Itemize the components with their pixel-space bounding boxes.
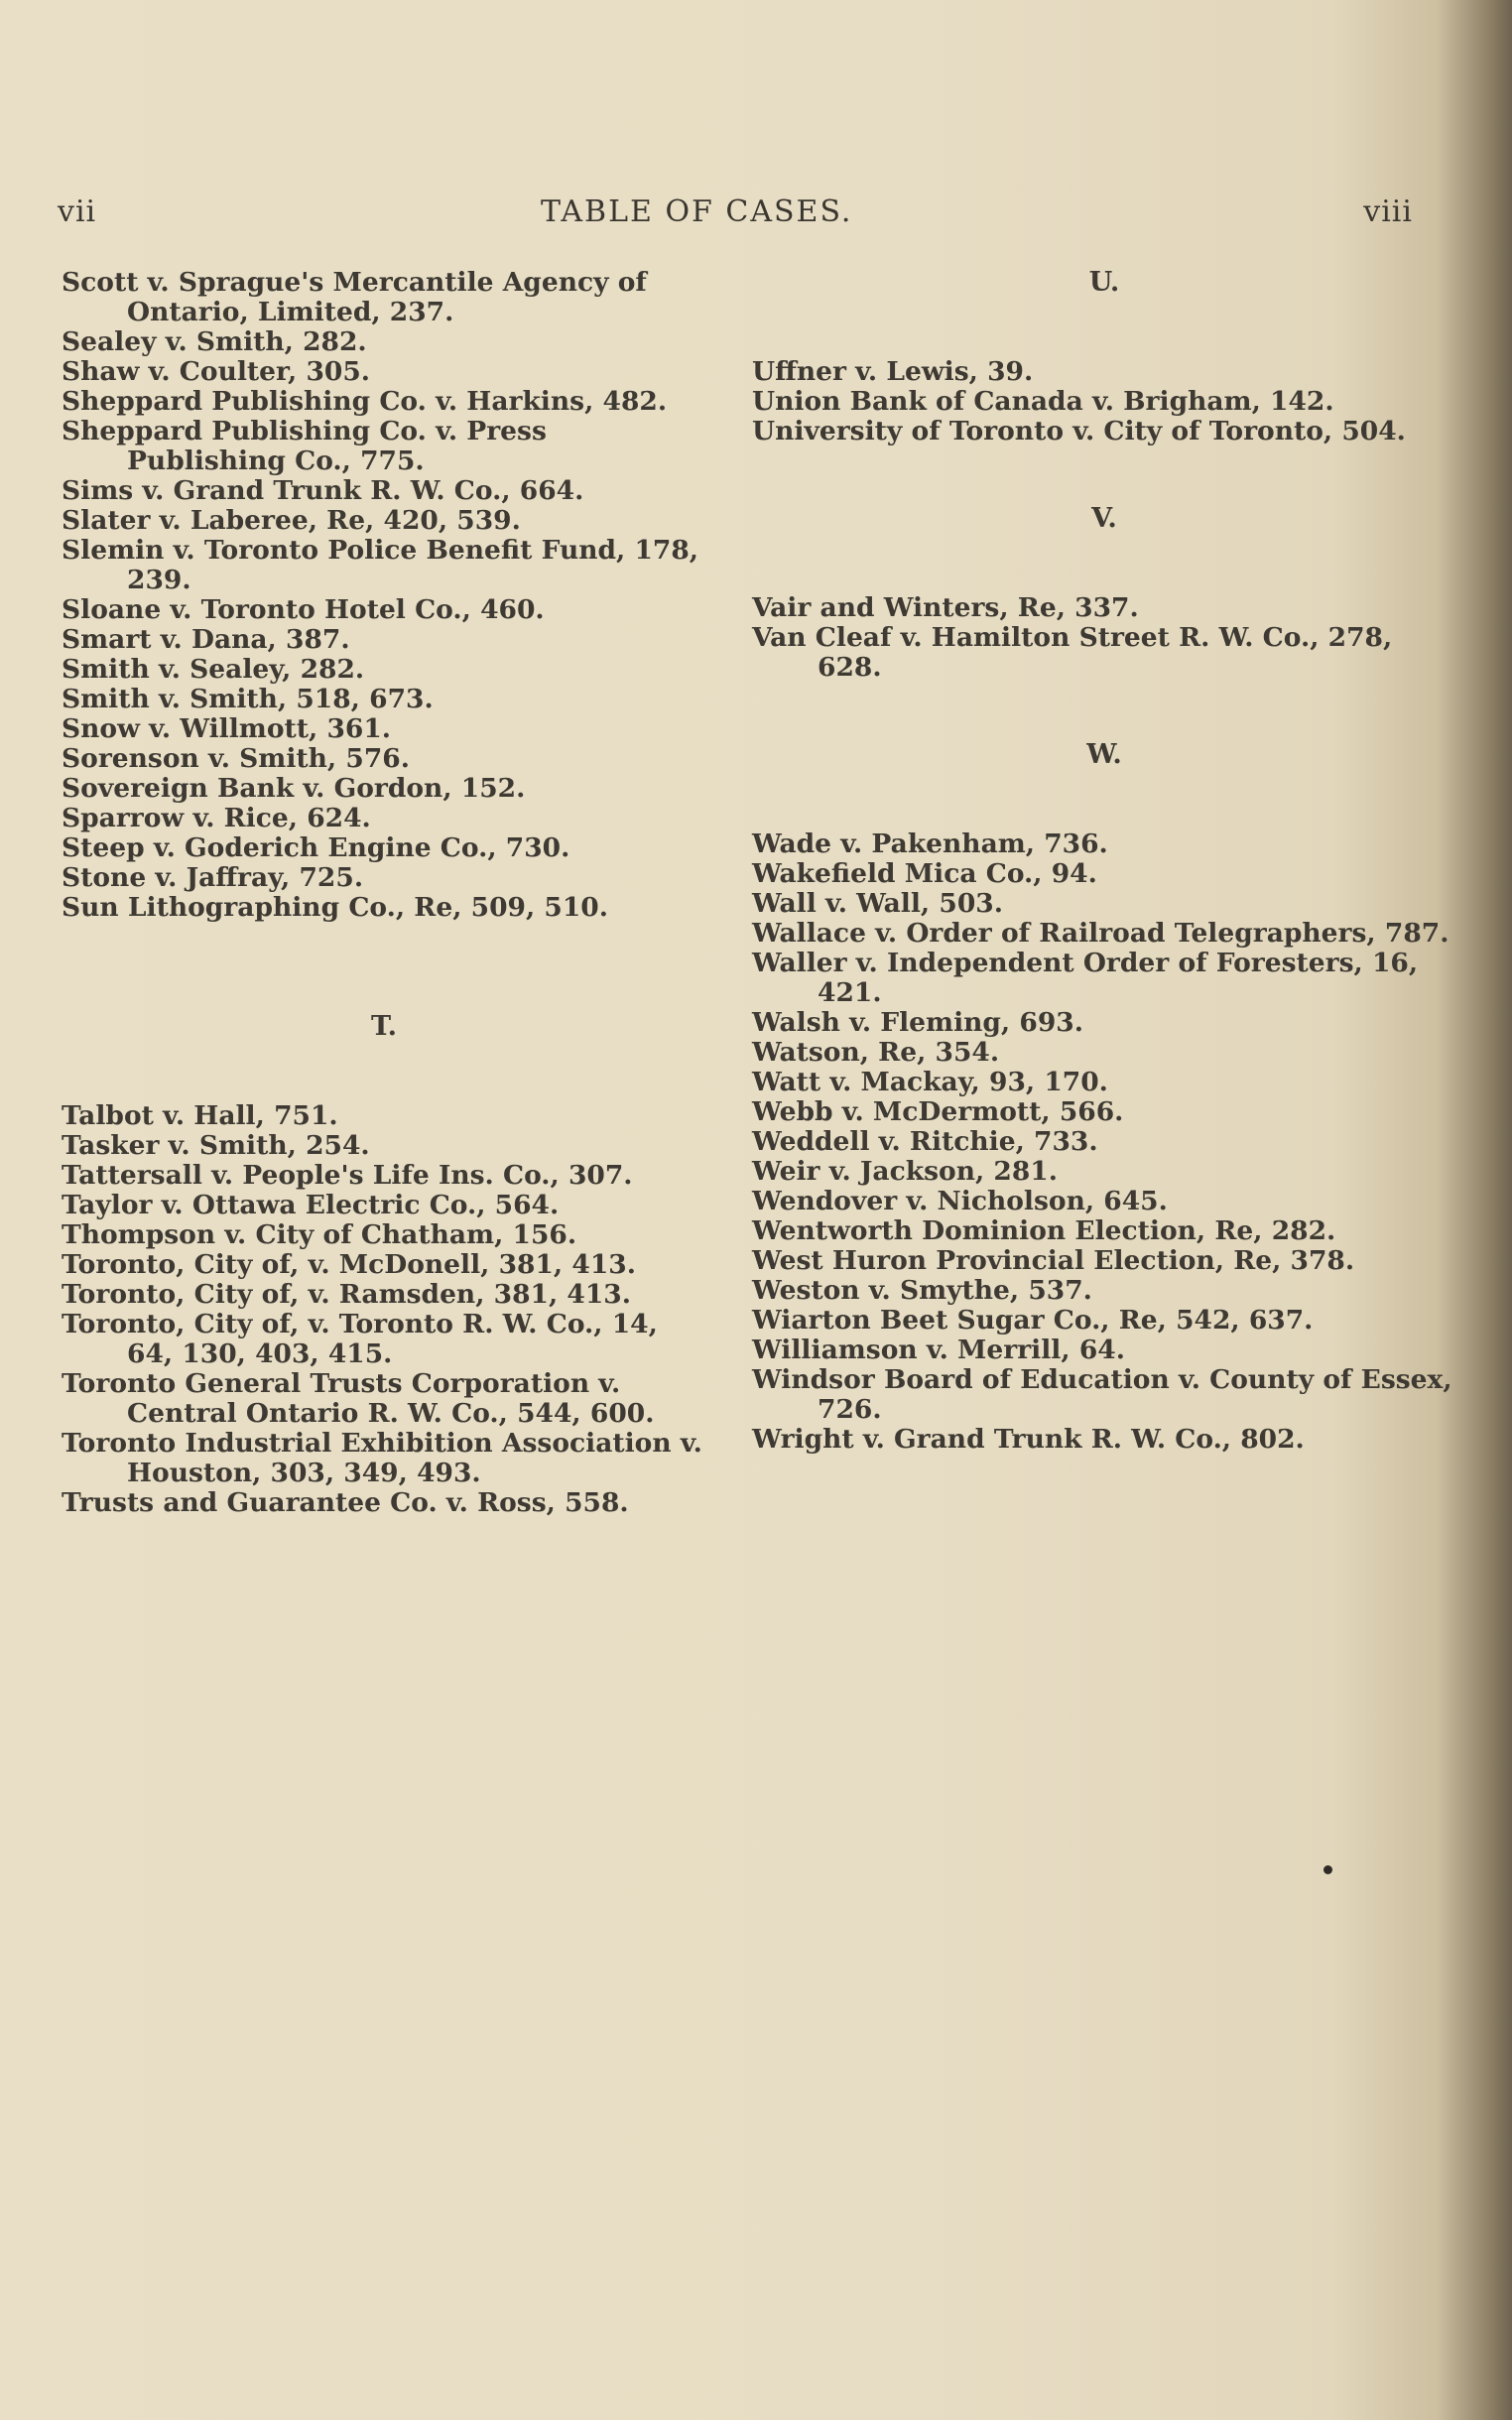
case-entry: Watt v. Mackay, 93, 170. [752, 1067, 1108, 1097]
case-entry: Wentworth Dominion Election, Re, 282. [752, 1215, 1336, 1246]
case-entry: Shaw v. Coulter, 305. [62, 356, 371, 387]
case-entry: Thompson v. City of Chatham, 156. [62, 1219, 577, 1250]
section-heading-t: T. [370, 1011, 397, 1042]
running-header [58, 194, 1413, 234]
case-entry: Wright v. Grand Trunk R. W. Co., 802. [752, 1424, 1305, 1455]
case-entry: University of Toronto v. City of Toronto, 504. [752, 416, 1406, 446]
case-entry: Vair and Winters, Re, 337. [752, 592, 1139, 623]
case-entry: Sovereign Bank v. Gordon, 152. [62, 773, 526, 804]
case-entry: Scott v. Sprague's Mercantile Agency of Ontario, Limited, 237. [62, 267, 647, 327]
case-entry: West Huron Provincial Election, Re, 378. [752, 1245, 1355, 1276]
case-entry: Sealey v. Smith, 282. [62, 326, 367, 357]
case-entry: Sloane v. Toronto Hotel Co., 460. [62, 594, 545, 625]
case-entry: Sheppard Publishing Co. v. Harkins, 482. [62, 386, 668, 417]
case-entry: Toronto General Trusts Corporation v. Central Ontario R. W. Co., 544, 600. [62, 1368, 655, 1429]
case-entry: Toronto, City of, v. Toronto R. W. Co., 14, 64, 130, 403, 415. [62, 1309, 658, 1369]
case-entry: Slater v. Laberee, Re, 420, 539. [62, 505, 521, 536]
case-entry: Union Bank of Canada v. Brigham, 142. [752, 386, 1334, 417]
section-heading-w: W. [1086, 739, 1122, 770]
case-entry: Smith v. Smith, 518, 673. [62, 684, 434, 714]
case-entry: Weston v. Smythe, 537. [752, 1275, 1092, 1306]
t-entries [62, 1101, 706, 1518]
v-entries [752, 593, 1456, 683]
page-title: TABLE OF CASES. [541, 194, 853, 229]
right-column [752, 268, 1456, 1455]
left-column [62, 268, 706, 1518]
case-entry: Tasker v. Smith, 254. [62, 1130, 370, 1161]
case-entry: Sims v. Grand Trunk R. W. Co., 664. [62, 475, 584, 506]
case-entry: Watson, Re, 354. [752, 1037, 1000, 1068]
case-entry: Toronto Industrial Exhibition Association v. Houston, 303, 349, 493. [62, 1428, 702, 1488]
case-entry: Slemin v. Toronto Police Benefit Fund, 178, 239. [62, 535, 699, 595]
w-entries [752, 829, 1456, 1455]
case-entry: Smart v. Dana, 387. [62, 624, 350, 655]
case-entry: Sheppard Publishing Co. v. Press Publishing Co., 775. [62, 416, 547, 476]
case-entry: Uffner v. Lewis, 39. [752, 356, 1034, 387]
left-page-number: vii [58, 194, 97, 229]
case-entry: Snow v. Willmott, 361. [62, 713, 391, 744]
case-entry: Waller v. Independent Order of Foresters, 16, 421. [752, 948, 1419, 1008]
u-entries [752, 357, 1456, 446]
case-entry: Webb v. McDermott, 566. [752, 1096, 1124, 1127]
case-entry: Sun Lithographing Co., Re, 509, 510. [62, 892, 608, 923]
case-entry: Van Cleaf v. Hamilton Street R. W. Co., 278, 628. [752, 622, 1393, 683]
section-heading-v: V. [1091, 503, 1117, 534]
case-entry: Smith v. Sealey, 282. [62, 654, 365, 685]
case-entry: Wiarton Beet Sugar Co., Re, 542, 637. [752, 1305, 1314, 1336]
case-entry: Tattersall v. People's Life Ins. Co., 307. [62, 1160, 633, 1191]
case-entry: Talbot v. Hall, 751. [62, 1100, 338, 1131]
case-entry: Wade v. Pakenham, 736. [752, 828, 1108, 859]
case-entry: Wall v. Wall, 503. [752, 888, 1003, 919]
case-entry: Sparrow v. Rice, 624. [62, 803, 371, 833]
case-entry: Wendover v. Nicholson, 645. [752, 1186, 1168, 1216]
case-entry: Taylor v. Ottawa Electric Co., 564. [62, 1190, 560, 1220]
ink-spot [1323, 1865, 1332, 1874]
right-page-number: viii [1363, 194, 1413, 229]
case-entry: Williamson v. Merrill, 64. [752, 1335, 1125, 1365]
case-entry: Walsh v. Fleming, 693. [752, 1007, 1083, 1038]
case-entry: Windsor Board of Education v. County of Essex, 726. [752, 1364, 1452, 1425]
s-entries [62, 268, 706, 923]
case-entry: Toronto, City of, v. McDonell, 381, 413. [62, 1249, 636, 1280]
case-entry: Wallace v. Order of Railroad Telegraphers, 787. [752, 918, 1449, 949]
case-entry: Toronto, City of, v. Ramsden, 381, 413. [62, 1279, 631, 1310]
case-entry: Weddell v. Ritchie, 733. [752, 1126, 1098, 1157]
case-entry: Stone v. Jaffray, 725. [62, 862, 364, 893]
case-entry: Wakefield Mica Co., 94. [752, 858, 1097, 889]
section-heading-u: U. [1088, 267, 1120, 298]
case-entry: Weir v. Jackson, 281. [752, 1156, 1058, 1187]
case-entry: Sorenson v. Smith, 576. [62, 743, 410, 774]
case-entry: Trusts and Guarantee Co. v. Ross, 558. [62, 1487, 629, 1518]
case-entry: Steep v. Goderich Engine Co., 730. [62, 832, 570, 863]
